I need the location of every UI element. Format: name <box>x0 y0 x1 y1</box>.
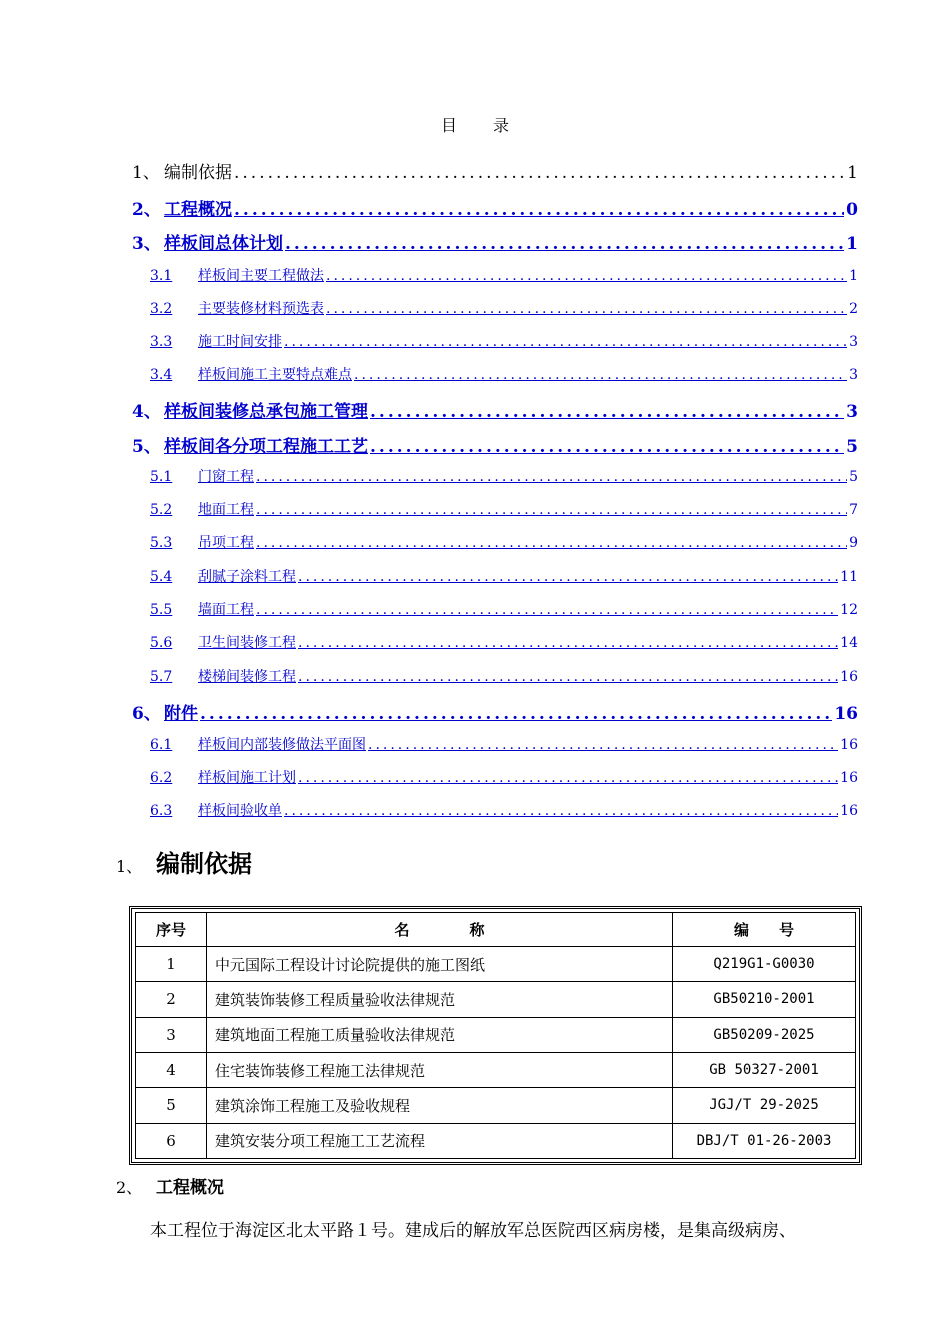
toc-entry[interactable] <box>132 432 858 457</box>
toc-entry-label: 刮腻子涂料工程 <box>198 569 296 585</box>
toc-entry-label: 卫生间装修工程 <box>198 635 296 651</box>
section-1-heading <box>116 844 252 879</box>
toc-leader-dots <box>256 535 847 551</box>
toc-entry-label: 样板间主要工程做法 <box>198 268 324 284</box>
cell-code: Q219G1-G0030 <box>673 947 856 982</box>
toc-entry-label: 样板间验收单 <box>198 803 282 819</box>
toc-entry[interactable] <box>132 699 858 724</box>
cell-name: 建筑安装分项工程施工工艺流程 <box>207 1123 673 1158</box>
toc-entry[interactable] <box>132 229 858 254</box>
toc-entry[interactable] <box>150 800 858 820</box>
table-row <box>136 1123 856 1158</box>
toc-entry-page: 3 <box>849 367 858 383</box>
cell-name: 住宅装饰装修工程施工法律规范 <box>207 1052 673 1087</box>
toc-entry[interactable] <box>150 532 858 552</box>
toc-leader-dots <box>370 437 844 457</box>
toc-entry[interactable] <box>150 632 858 652</box>
toc-entry-label: 样板间总体计划 <box>164 234 283 254</box>
table-row <box>136 1052 856 1087</box>
cell-code: JGJ/T 29-2025 <box>673 1088 856 1123</box>
cell-no: 1 <box>136 947 207 982</box>
toc-entry-label: 地面工程 <box>198 502 254 518</box>
toc-entry-page: 16 <box>840 803 858 819</box>
toc-entry-number: 5、 <box>132 437 161 457</box>
toc-leader-dots <box>200 704 832 724</box>
toc-leader-dots <box>284 803 838 819</box>
table-header-row <box>136 913 856 947</box>
toc-entry-number: 5.4 <box>150 569 173 585</box>
toc-entry-label: 编制依据 <box>164 163 232 183</box>
toc-entry-number: 3.2 <box>150 301 173 317</box>
cell-code: GB50210-2001 <box>673 982 856 1017</box>
cell-name: 建筑装饰装修工程质量验收法律规范 <box>207 982 673 1017</box>
toc-entry[interactable] <box>150 566 858 586</box>
toc-entry-page: 14 <box>840 635 858 651</box>
section-2-heading <box>116 1173 224 1198</box>
cell-no: 2 <box>136 982 207 1017</box>
toc-entry-number: 6.3 <box>150 803 173 819</box>
toc-entry-label: 样板间施工主要特点难点 <box>198 367 352 383</box>
toc-leader-dots <box>298 635 838 651</box>
toc-leader-dots <box>354 367 847 383</box>
cell-name: 建筑地面工程施工质量验收法律规范 <box>207 1017 673 1052</box>
toc-entry[interactable] <box>150 466 858 486</box>
section-1-number: 1、 <box>116 857 143 876</box>
toc-entry-number: 4、 <box>132 402 161 422</box>
toc-entry-page: 7 <box>849 502 858 518</box>
toc-entry-number: 6.2 <box>150 770 173 786</box>
toc-leader-dots <box>234 200 844 220</box>
cell-no: 6 <box>136 1123 207 1158</box>
toc-leader-dots <box>284 334 847 350</box>
toc-entry-page: 16 <box>840 737 858 753</box>
toc-title-char-1: 目 <box>440 116 457 135</box>
toc-entry[interactable] <box>132 397 858 422</box>
toc-entry-page: 0 <box>846 200 858 220</box>
section-2-title: 工程概况 <box>156 1178 224 1198</box>
table-row <box>136 982 856 1017</box>
toc-entry-page: 9 <box>849 535 858 551</box>
cell-no: 3 <box>136 1017 207 1052</box>
toc-entry[interactable] <box>150 666 858 686</box>
toc-leader-dots <box>326 268 847 284</box>
table-row <box>136 1017 856 1052</box>
toc-leader-dots <box>298 770 838 786</box>
toc-entry[interactable] <box>150 298 858 318</box>
toc-entry-number: 5.3 <box>150 535 173 551</box>
toc-leader-dots <box>368 737 838 753</box>
header-no: 序号 <box>136 913 207 947</box>
toc-entry-label: 工程概况 <box>164 200 232 220</box>
toc-entry-number: 5.1 <box>150 469 173 485</box>
toc-entry-page: 11 <box>840 569 858 585</box>
toc-entry-number: 6.1 <box>150 737 173 753</box>
section-1-title: 编制依据 <box>156 850 252 878</box>
toc-entry-number: 3、 <box>132 234 161 254</box>
toc-entry-page: 16 <box>840 669 858 685</box>
toc-leader-dots <box>326 301 847 317</box>
toc-entry-page: 1 <box>849 268 858 284</box>
toc-leader-dots <box>256 602 838 618</box>
toc-entry-page: 2 <box>849 301 858 317</box>
toc-entry[interactable] <box>132 195 858 220</box>
toc-entry[interactable] <box>150 364 858 384</box>
toc-entry-number: 3.4 <box>150 367 173 383</box>
cell-no: 4 <box>136 1052 207 1087</box>
toc-entry-label: 吊项工程 <box>198 535 254 551</box>
toc-entry[interactable] <box>150 265 858 285</box>
toc-title <box>0 113 950 136</box>
header-name: 名 称 <box>207 913 673 947</box>
toc-leader-dots <box>256 469 847 485</box>
cell-name: 建筑涂饰工程施工及验收规程 <box>207 1088 673 1123</box>
toc-entry-number: 5.7 <box>150 669 173 685</box>
toc-entry-page: 1 <box>847 163 858 183</box>
toc-leader-dots <box>370 402 844 422</box>
section-2-paragraph: 本工程位于海淀区北太平路１号。建成后的解放军总医院西区病房楼，是集高级病房、 <box>150 1221 796 1241</box>
toc-entry-label: 附件 <box>164 704 198 724</box>
toc-entry-number: 2、 <box>132 200 161 220</box>
toc-entry-page: 5 <box>846 437 858 457</box>
toc-entry[interactable] <box>150 734 858 754</box>
toc-entry-label: 门窗工程 <box>198 469 254 485</box>
toc-leader-dots <box>285 234 844 254</box>
table-row <box>136 1088 856 1123</box>
toc-entry-number: 5.6 <box>150 635 173 651</box>
toc-entry-page: 3 <box>849 334 858 350</box>
toc-entry-label: 楼梯间装修工程 <box>198 669 296 685</box>
toc-entry-number: 5.5 <box>150 602 173 618</box>
toc-leader-dots <box>298 669 838 685</box>
toc-leader-dots <box>256 502 847 518</box>
toc-entry-label: 样板间施工计划 <box>198 770 296 786</box>
toc-title-char-2: 录 <box>493 116 510 135</box>
toc-entry-number: 6、 <box>132 704 161 724</box>
toc-entry-label: 样板间内部装修做法平面图 <box>198 737 366 753</box>
toc-entry-page: 16 <box>840 770 858 786</box>
cell-no: 5 <box>136 1088 207 1123</box>
toc-leader-dots <box>298 569 838 585</box>
cell-name: 中元国际工程设计讨论院提供的施工图纸 <box>207 947 673 982</box>
toc-entry-number: 3.1 <box>150 268 173 284</box>
toc-entry <box>132 158 858 183</box>
toc-entry-label: 墙面工程 <box>198 602 254 618</box>
reference-table <box>129 906 862 1165</box>
toc-entry-label: 主要装修材料预选表 <box>198 301 324 317</box>
header-code: 编 号 <box>673 913 856 947</box>
toc-entry-page: 5 <box>849 469 858 485</box>
toc-entry-page: 3 <box>846 402 858 422</box>
toc-entry-number: 3.3 <box>150 334 173 350</box>
toc-entry-number: 1、 <box>132 163 160 183</box>
toc-entry-label: 样板间装修总承包施工管理 <box>164 402 368 422</box>
toc-entry-number: 5.2 <box>150 502 173 518</box>
section-2-number: 2、 <box>116 1178 143 1197</box>
toc-entry[interactable] <box>150 599 858 619</box>
cell-code: GB 50327-2001 <box>673 1052 856 1087</box>
toc-entry[interactable] <box>150 331 858 351</box>
toc-leader-dots <box>234 163 845 183</box>
table-row <box>136 947 856 982</box>
cell-code: DBJ/T 01-26-2003 <box>673 1123 856 1158</box>
toc-entry-page: 1 <box>846 234 858 254</box>
toc-entry-page: 16 <box>834 704 858 724</box>
toc-entry[interactable] <box>150 499 858 519</box>
toc-entry[interactable] <box>150 767 858 787</box>
cell-code: GB50209-2025 <box>673 1017 856 1052</box>
toc-entry-label: 施工时间安排 <box>198 334 282 350</box>
toc-entry-label: 样板间各分项工程施工工艺 <box>164 437 368 457</box>
toc-entry-page: 12 <box>840 602 858 618</box>
